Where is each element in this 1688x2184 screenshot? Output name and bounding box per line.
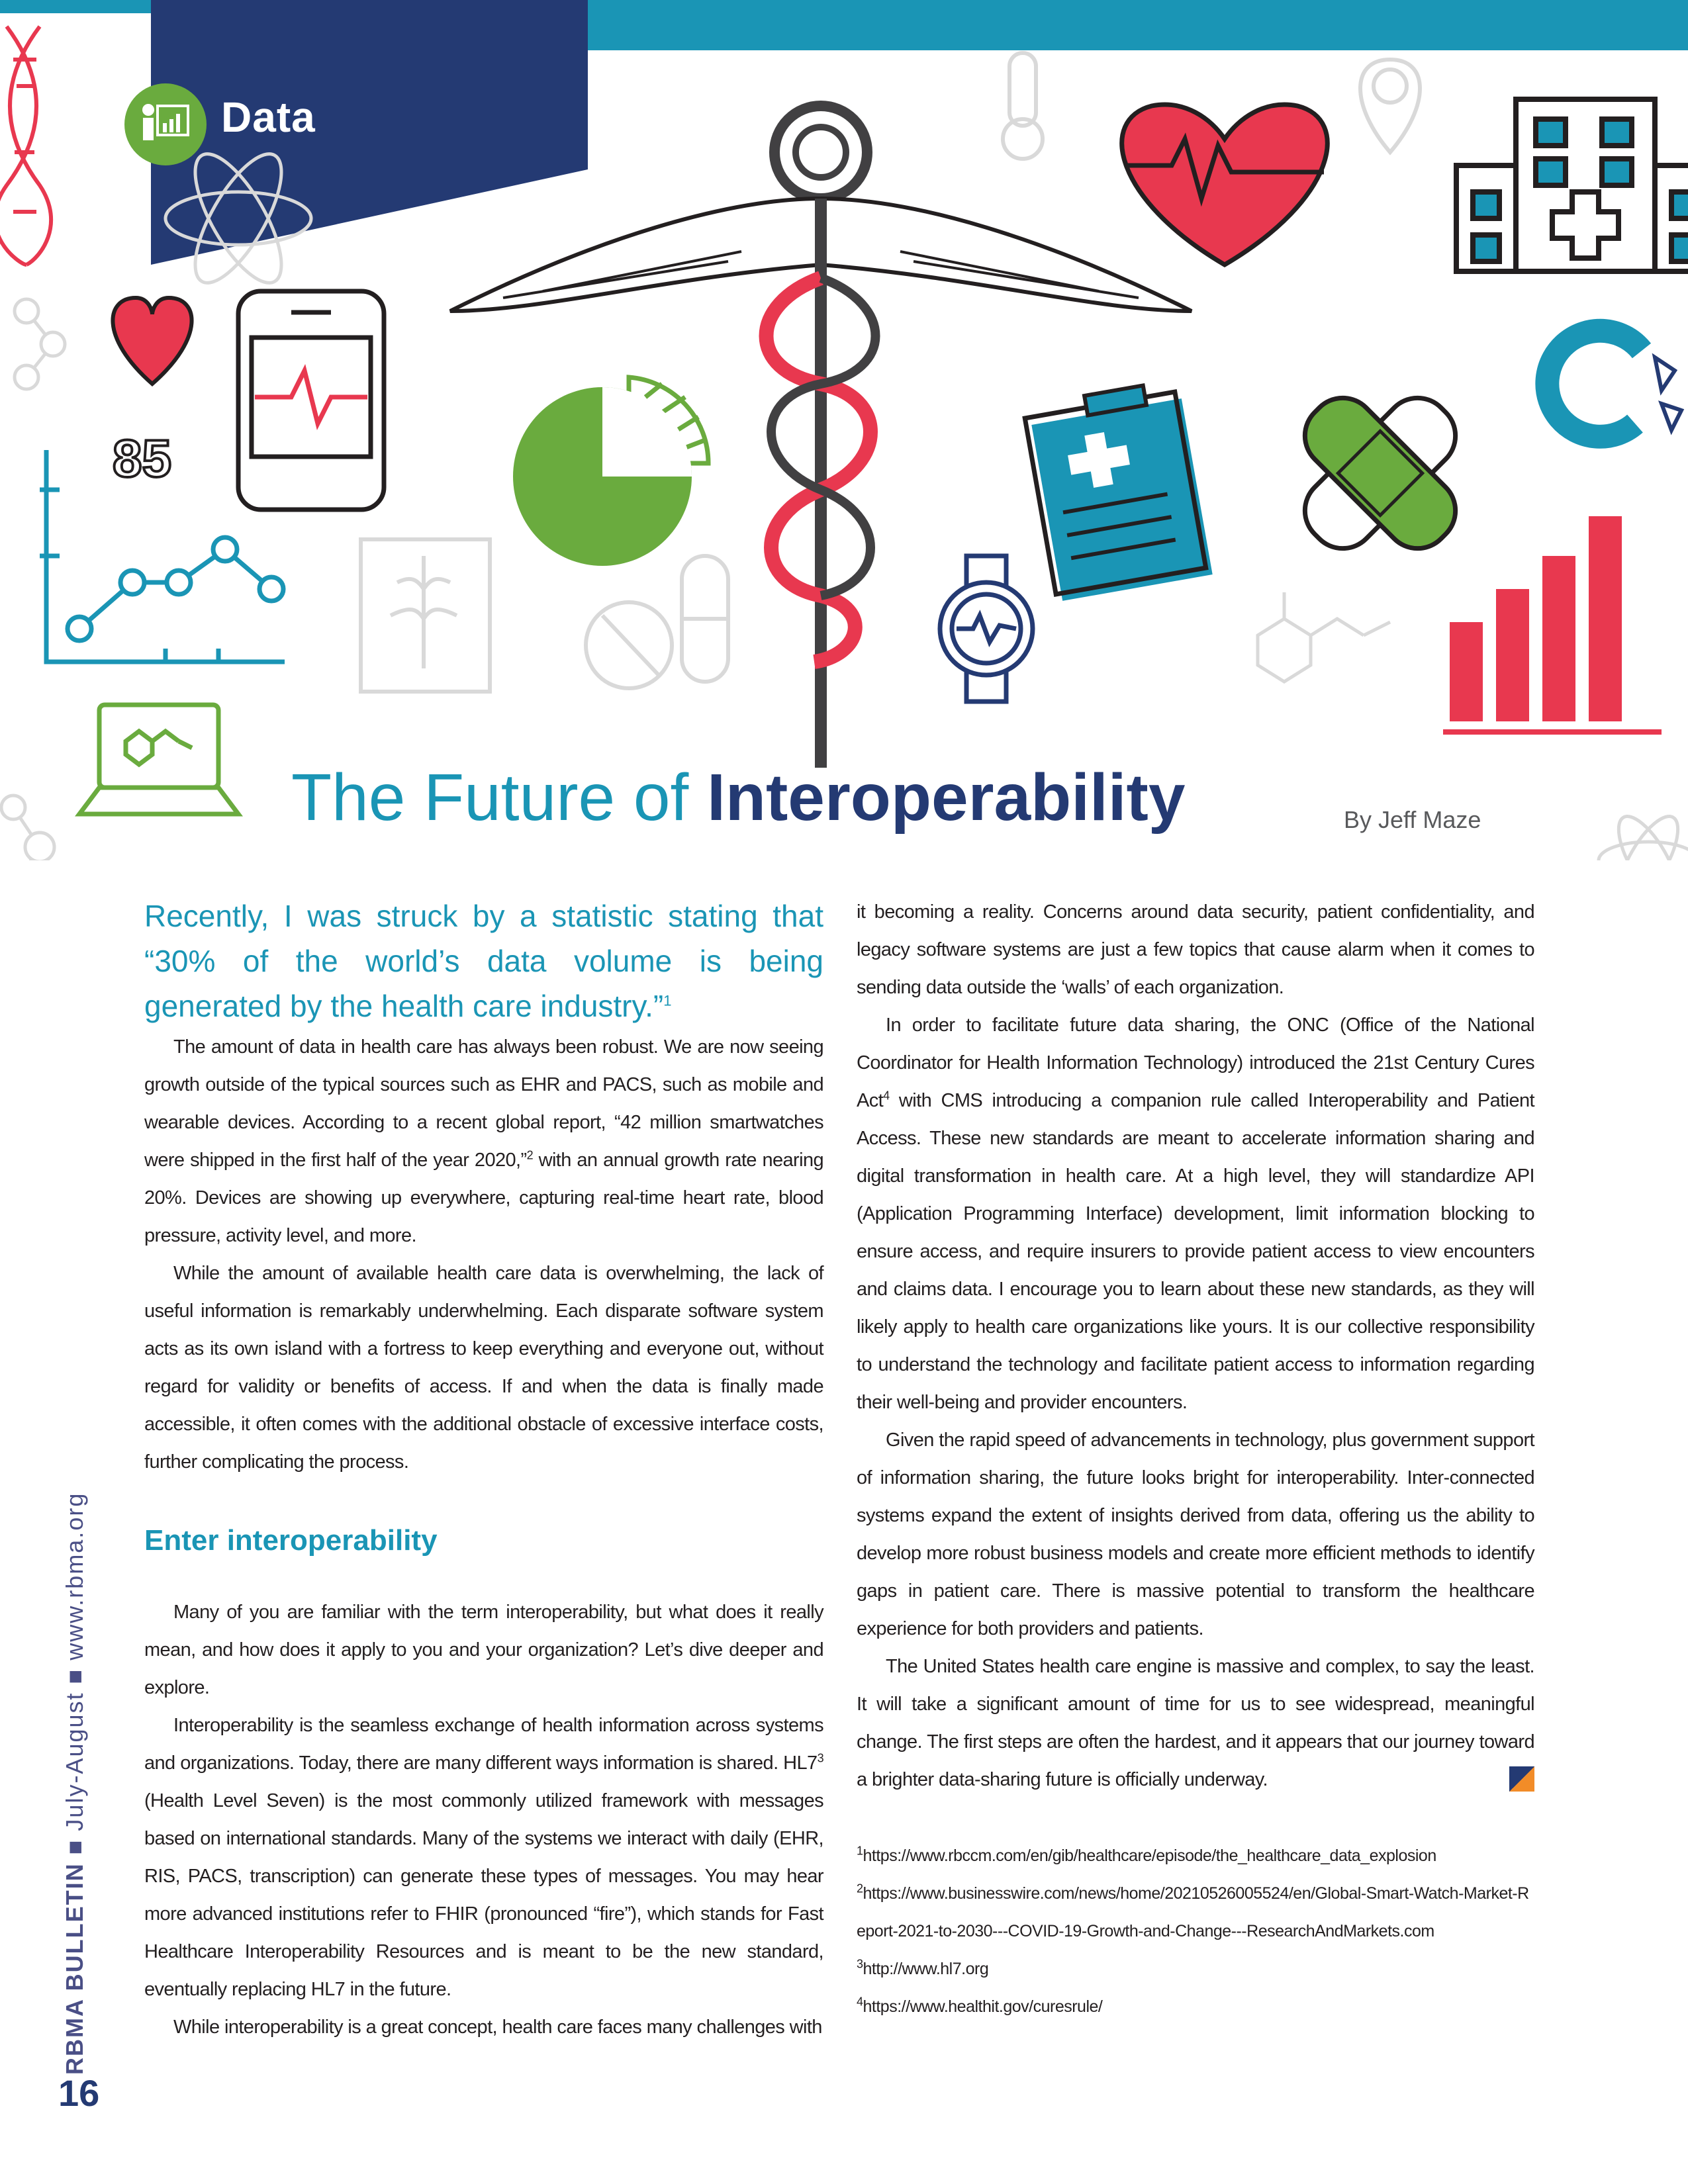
byline: By Jeff Maze — [1344, 806, 1481, 833]
publication-sidebar — [61, 1492, 89, 2075]
right-column — [857, 893, 1534, 2026]
paragraph-text: In order to facilitate future data sharing, the ONC (Office of the National Coordinator for Health Information Technology) introduced the 21st Century Cures Act — [857, 1015, 1534, 1111]
atom-icon — [1599, 808, 1688, 860]
hospital-icon — [1456, 99, 1688, 271]
smartwatch-icon — [940, 556, 1033, 702]
footnote-number: 4 — [857, 1995, 863, 2009]
article-title-bold: Interoperability — [707, 760, 1186, 835]
paragraph-text: Interoperability is the seamless exchange of health information across systems and organizations. Today, there are many different ways information is shared. HL7 — [144, 1715, 823, 1774]
paragraph: While interoperability is a great concept, health care faces many challenges with — [173, 2017, 822, 2038]
pills-icon — [586, 556, 728, 688]
footnote — [857, 1875, 1534, 1950]
footnotes — [857, 1837, 1534, 2026]
article-end-mark-icon — [1509, 1766, 1534, 1792]
bar-chart-icon — [1443, 516, 1662, 735]
donut-chart-icon — [1547, 331, 1681, 437]
footnote-link[interactable]: https://www.rbccm.com/en/gib/healthcare/episode/the_healthcare_data_explosion — [863, 1846, 1436, 1865]
publication-name: RBMA BULLETIN — [61, 1862, 88, 2075]
footnote-number: 1 — [857, 1844, 863, 1858]
section-label: Data — [221, 93, 316, 141]
footnote-ref: 1 — [663, 992, 672, 1009]
footnote-link[interactable]: https://www.businesswire.com/news/home/20210526005524/en/Global-Smart-Watch-Market-Report-2021-to-2030---COVID-19-Growth-and-Change---ResearchAndMarkets.com — [857, 1884, 1529, 1940]
section-badge — [124, 83, 207, 165]
presentation-chart-icon — [124, 83, 207, 165]
footnote-link[interactable]: https://www.healthit.gov/curesrule/ — [863, 1997, 1103, 2016]
laptop-icon — [79, 705, 238, 814]
paragraph: While the amount of available health care data is overwhelming, the lack of useful information is remarkably underwhelming. Each disparate software system acts as its own island with a fortress to keep everything and everyone out, without regard for validity or benefits of access. If and when the data is finally made accessible, it often comes with the additional obstacle of excessive interface costs, further complicating the process. — [144, 1263, 823, 1473]
footnote-ref: 3 — [817, 1751, 823, 1765]
footnote — [857, 1837, 1534, 1875]
paragraph-text: with CMS introducing a companion rule called Interoperability and Patient Access. These new standards are meant to accelerate information sharing and digital transformation in health care. At a high level, they will standardize API (Application Programming Interface) development, limit information blocking to ensure access, and require insurers to provide patient access to view encounters and claims data. I encourage you to learn about these new standards, as they will likely apply to health care organizations like yours. It is our collective responsibility to understand the technology and facilitate patient access to information regarding their well-being and provider encounters. — [857, 1090, 1534, 1413]
paragraph-text: The United States health care engine is massive and complex, to say the least. It will take a significant amount of time for us to see widespread, meaningful change. The first steps are often the hardest, and it appears that our journey toward a brighter data-sharing future is officially underway. — [857, 1656, 1534, 1790]
clipboard-icon — [1025, 385, 1212, 601]
paragraph — [144, 1707, 823, 2009]
section-subheading: Enter interoperability — [144, 1524, 438, 1557]
paragraph — [857, 1007, 1534, 1422]
footnote-ref: 4 — [883, 1089, 890, 1103]
footnote-link[interactable]: http://www.hl7.org — [863, 1960, 989, 1978]
website-link[interactable]: www.rbma.org — [61, 1492, 88, 1661]
location-pin-icon — [1360, 60, 1420, 152]
paragraph — [857, 1648, 1534, 1799]
phone-heartbeat-icon — [238, 291, 384, 510]
issue-date: July-August — [61, 1692, 88, 1831]
thermometer-icon — [1003, 53, 1043, 159]
article-title — [291, 761, 1185, 834]
pie-chart-icon — [448, 361, 708, 566]
lead-text: Recently, I was struck by a statistic stating that “30% of the world’s data volume is being generated by the health care industry.” — [144, 899, 823, 1023]
dna-icon — [0, 26, 51, 265]
xray-icon — [361, 539, 490, 692]
footnote-ref: 2 — [526, 1148, 533, 1162]
paragraph: it becoming a reality. Concerns around data security, patient confidentiality, and legacy software systems are just a few topics that cause alarm when it comes to sending data outside the ‘walls’ of each organization. — [857, 901, 1534, 998]
separator: ■ — [61, 1668, 88, 1684]
paragraph-text: with an annual growth rate nearing 20%. Devices are showing up everywhere, capturing real-time heart rate, blood pressure, activity level, and more. — [144, 1150, 823, 1246]
footnote — [857, 1988, 1534, 2026]
molecule-icon — [1, 299, 65, 860]
paragraph — [144, 1028, 823, 1255]
footnote-number: 3 — [857, 1957, 863, 1971]
paragraph: Given the rapid speed of advancements in technology, plus government support of information sharing, the future looks bright for interoperability. Inter-connected systems expand the extent of insights derived from data, offering us the ability to develop more robust business models and create more efficient methods to identify gaps in patient care. There is massive potential to transform the healthcare experience for both providers and patients. — [857, 1430, 1534, 1639]
molecule-icon — [1258, 592, 1390, 682]
paragraph-text: (Health Level Seven) is the most commonly utilized framework with messages based on international standards. Many of the systems we interact with daily (EHR, RIS, PACS, transcription) can generate these types of messages. You may hear more advanced institutions refer to FHIR (pronounced “fire”), which stands for Fast Healthcare Interoperability Resources and is meant to be the new standard, eventually replacing HL7 in the future. — [144, 1790, 823, 2000]
paragraph: Many of you are familiar with the term interoperability, but what does it really mean, and how does it apply to you and your organization? Let’s dive deeper and explore. — [144, 1602, 823, 1698]
svg-text:85: 85 — [113, 429, 171, 488]
footnote-number: 2 — [857, 1882, 863, 1895]
lead-paragraph — [144, 893, 823, 1028]
article-title-light: The Future of — [291, 760, 689, 835]
separator: ■ — [61, 1839, 88, 1855]
paragraph-text: The amount of data in health care has always been robust. We are now seeing growth outside of the typical sources such as EHR and PACS, such as mobile and wearable devices. According to a recent global report, “42 million smartwatches were shipped in the first half of the year 2020,” — [144, 1036, 823, 1171]
page-number: 16 — [58, 2072, 100, 2114]
left-column — [144, 893, 823, 2046]
heartbeat-heart-icon — [1122, 105, 1327, 265]
heart-icon — [113, 298, 192, 488]
footnote — [857, 1950, 1534, 1988]
bandage-icon — [1291, 385, 1470, 563]
